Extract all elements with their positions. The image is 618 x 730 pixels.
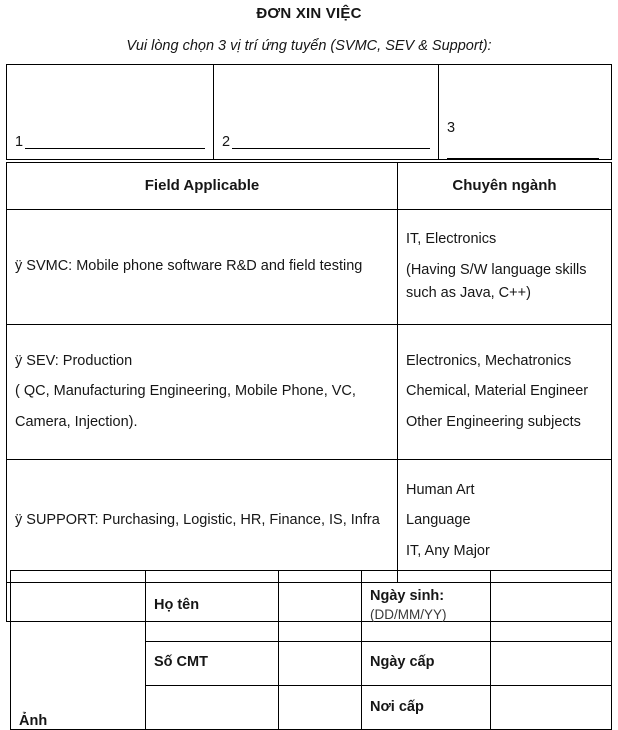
major-lines-support bbox=[406, 479, 603, 563]
major-line: Other Engineering subjects bbox=[406, 413, 581, 430]
cell-field-svmc: ÿ SVMC: Mobile phone software R&D and field testing bbox=[7, 210, 398, 325]
input-ho-ten[interactable] bbox=[279, 571, 362, 642]
choice-cell-3[interactable] bbox=[439, 65, 612, 160]
input-ngay-cap[interactable] bbox=[491, 641, 612, 685]
field-line: ( QC, Manufacturing Engineering, Mobile Phone, VC, bbox=[15, 383, 356, 400]
input-ngay-sinh[interactable] bbox=[491, 571, 612, 642]
major-line: (Having S/W language skills such as Java, C++) bbox=[406, 261, 587, 302]
field-line: ÿ SEV: Production bbox=[15, 352, 133, 369]
column-header-chuyen-nganh: Chuyên ngành bbox=[398, 163, 612, 210]
label-so-cmt: Số CMT bbox=[146, 641, 279, 685]
major-line: Electronics, Mechatronics bbox=[406, 352, 572, 369]
label-ngay-sinh-text: Ngày sinh: bbox=[370, 587, 445, 604]
column-header-field-applicable: Field Applicable bbox=[7, 163, 398, 210]
table-row-sev bbox=[7, 325, 612, 460]
major-lines-sev bbox=[406, 350, 603, 434]
table-row-svmc bbox=[7, 210, 612, 325]
label-ngay-cap: Ngày cấp bbox=[362, 641, 491, 685]
label-ho-ten: Họ tên bbox=[146, 571, 279, 642]
table-header-row bbox=[7, 163, 612, 210]
choice-number-2: 2 bbox=[222, 133, 231, 150]
choice-cell-2[interactable] bbox=[214, 65, 439, 160]
choice-number-1: 1 bbox=[15, 133, 24, 150]
page-title: ĐƠN XIN VIỆC bbox=[256, 5, 362, 22]
major-line: IT, Electronics bbox=[406, 231, 497, 248]
input-empty-left[interactable] bbox=[279, 685, 362, 729]
page-subtitle: Vui lòng chọn 3 vị trí ứng tuyển (SVMC, SEV & Support): bbox=[126, 38, 492, 54]
choice-blank-line-2[interactable] bbox=[232, 138, 430, 149]
choice-field-2[interactable] bbox=[222, 135, 430, 160]
major-lines-svmc bbox=[406, 228, 603, 305]
table-row bbox=[11, 571, 612, 642]
personal-info-table bbox=[10, 570, 612, 730]
choice-field-1[interactable] bbox=[15, 135, 205, 160]
choice-blank-line-1[interactable] bbox=[25, 138, 205, 149]
cell-major-svmc bbox=[398, 210, 612, 325]
cell-field-support: ÿ SUPPORT: Purchasing, Logistic, HR, Finance, IS, Infra bbox=[7, 460, 398, 583]
choice-number-3: 3 bbox=[447, 119, 456, 136]
position-choices-table bbox=[6, 64, 612, 160]
field-lines-sev bbox=[15, 350, 389, 434]
choice-blank-line-3[interactable] bbox=[447, 157, 599, 159]
input-so-cmt[interactable] bbox=[279, 641, 362, 685]
major-line: Chemical, Material Engineer bbox=[406, 383, 589, 400]
label-empty-left bbox=[146, 685, 279, 729]
major-line: Human Art bbox=[406, 481, 475, 498]
label-noi-cap: Nơi cấp bbox=[362, 685, 491, 729]
cell-major-support bbox=[398, 460, 612, 583]
major-line: IT, Any Major bbox=[406, 542, 490, 559]
table-row bbox=[7, 65, 612, 160]
choice-cell-1[interactable] bbox=[7, 65, 214, 160]
table-row-support bbox=[7, 460, 612, 583]
major-line: Language bbox=[406, 512, 471, 529]
cell-major-sev bbox=[398, 325, 612, 460]
field-applicable-table bbox=[6, 162, 612, 622]
field-line: Camera, Injection). bbox=[15, 413, 138, 430]
photo-placeholder-cell: Ảnh bbox=[11, 571, 146, 730]
input-noi-cap[interactable] bbox=[491, 685, 612, 729]
cell-field-sev bbox=[7, 325, 398, 460]
label-ngay-sinh-format: (DD/MM/YY) bbox=[370, 607, 447, 623]
label-ngay-sinh bbox=[362, 571, 491, 642]
